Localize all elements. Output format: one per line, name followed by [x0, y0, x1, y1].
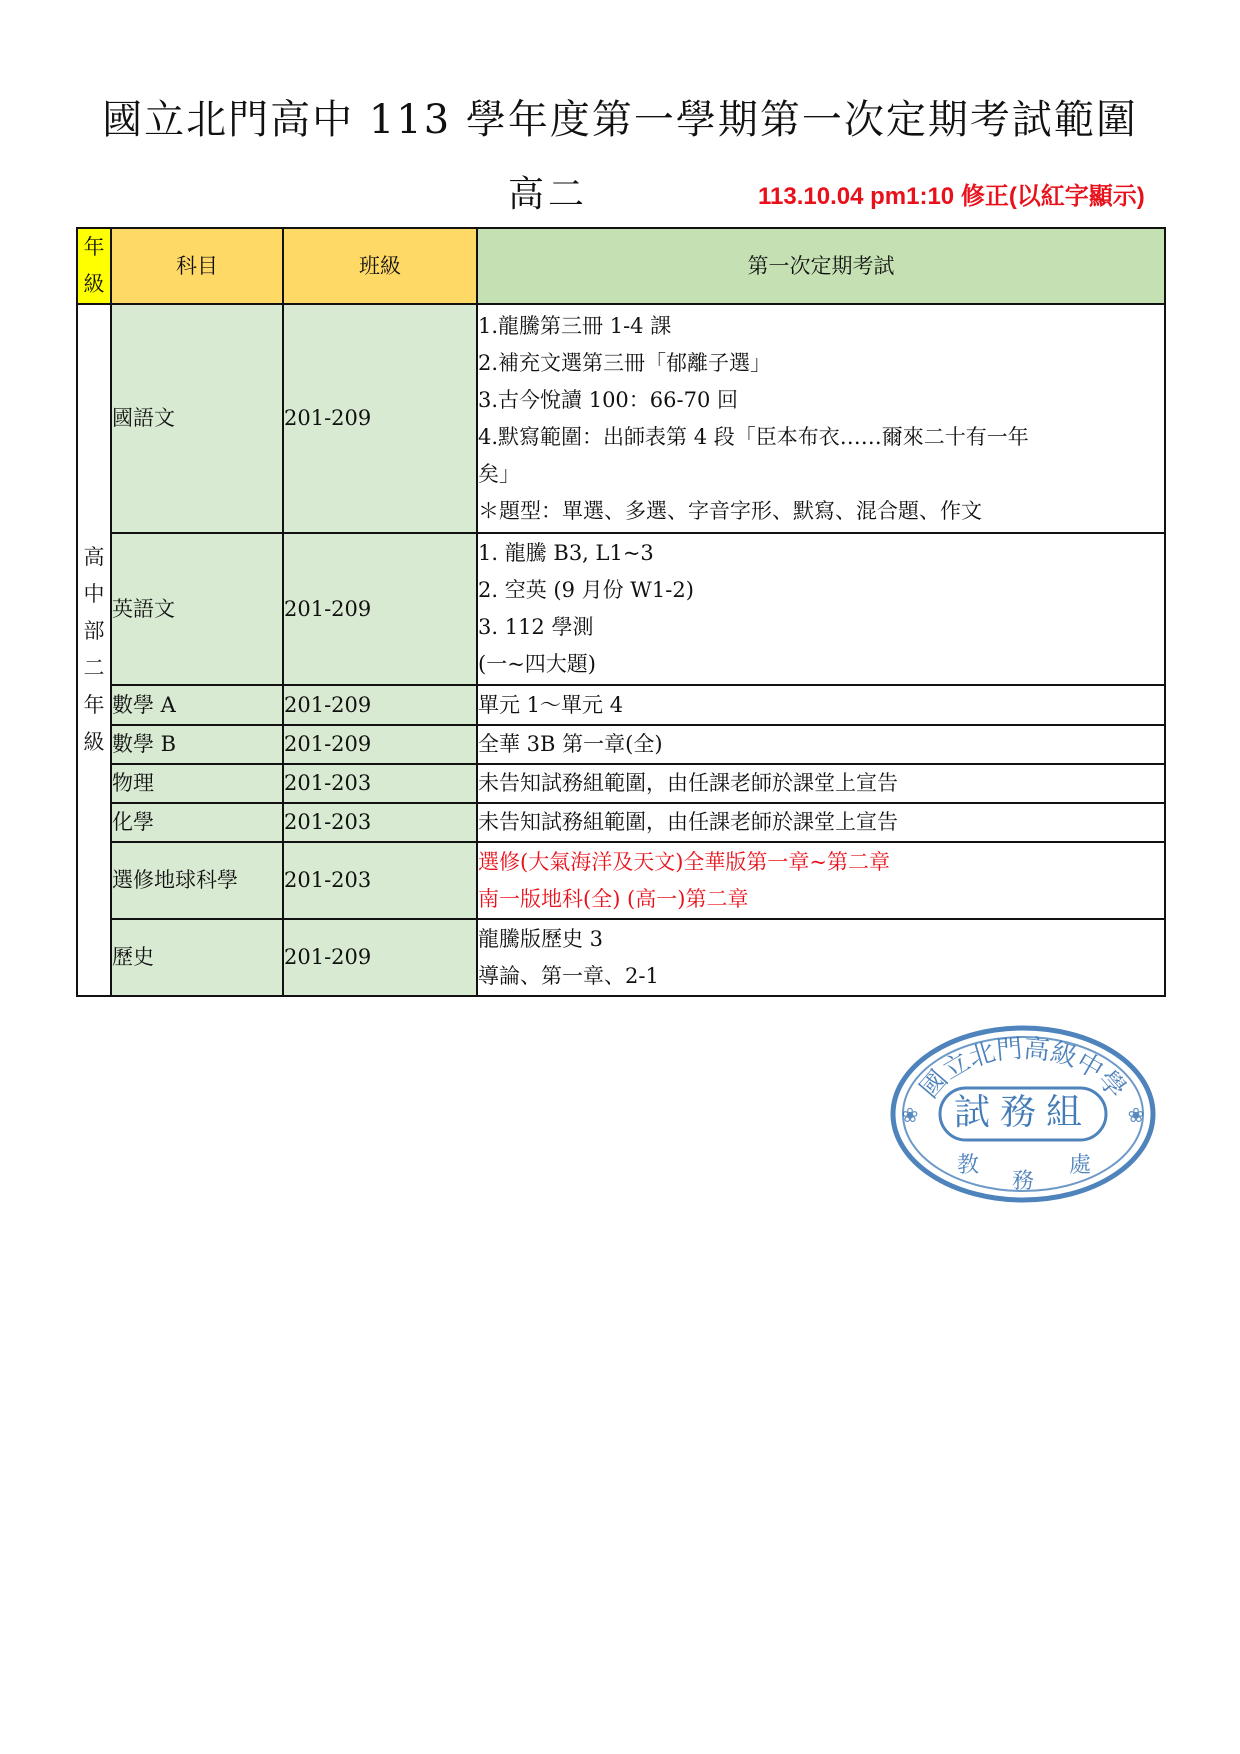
table-row: [77, 533, 1165, 685]
grade-label-char: 二: [83, 656, 105, 680]
table-row: [77, 803, 1165, 842]
grade-subtitle: 高二: [508, 174, 589, 215]
subject-header: 科目: [111, 228, 283, 304]
grade-header: [77, 228, 111, 304]
scope-cell: 單元 1～單元 4: [477, 685, 1165, 725]
scope-line: 矣」: [478, 461, 520, 486]
subject-cell: 物理: [111, 764, 283, 803]
table-row: [77, 842, 1165, 919]
subject-cell: 數學 A: [111, 685, 283, 725]
grade-label: [77, 304, 111, 996]
subject-cell: 數學 B: [111, 725, 283, 764]
class-cell: 201-209: [283, 725, 477, 764]
scope-cell: [477, 919, 1165, 996]
class-cell: 201-209: [283, 685, 477, 725]
scope-cell: 全華 3B 第一章(全): [477, 725, 1165, 764]
scope-line: 2. 空英 (9 月份 W1-2): [478, 578, 694, 602]
grade-label-char: 部: [83, 619, 105, 643]
table-row: [77, 304, 1165, 533]
flower-icon: ❀: [901, 1103, 919, 1127]
grade-header-char: 年: [83, 235, 105, 259]
class-cell: 201-209: [283, 533, 477, 685]
scope-line: 龍騰版歷史 3: [478, 926, 604, 951]
seal-school-text: 國立北門高級中學: [914, 1033, 1132, 1105]
table-row: [77, 764, 1165, 803]
scope-line: 2.補充文選第三冊「郁離子選」: [478, 350, 772, 375]
table-row: [77, 685, 1165, 725]
subject-cell: 國語文: [111, 304, 283, 533]
subject-cell: 化學: [111, 803, 283, 842]
scope-line: (一~四大題): [478, 652, 596, 676]
scope-header: 第一次定期考試: [477, 228, 1165, 304]
table-header-row: [77, 228, 1165, 304]
grade-header-char: 級: [83, 272, 105, 296]
table-row: [77, 919, 1165, 996]
scope-cell: [477, 842, 1165, 919]
scope-line: 4.默寫範圍：出師表第 4 段「臣本布衣……爾來二十有一年: [478, 424, 1029, 449]
revision-note: 113.10.04 pm1:10 修正(以紅字顯示): [758, 183, 1145, 210]
class-cell: 201-209: [283, 919, 477, 996]
grade-label-char: 中: [83, 582, 105, 606]
subject-cell: 英語文: [111, 533, 283, 685]
seal-dept-char: 處: [1068, 1153, 1092, 1178]
flower-icon: ❀: [1127, 1103, 1145, 1127]
scope-cell: [477, 304, 1165, 533]
seal-dept-char: 務: [1011, 1169, 1035, 1194]
scope-line-revised: 南一版地科(全) (高一)第二章: [478, 886, 749, 911]
subject-cell: 歷史: [111, 919, 283, 996]
class-cell: 201-203: [283, 842, 477, 919]
class-cell: 201-209: [283, 304, 477, 533]
scope-line-revised: 選修(大氣海洋及天文)全華版第一章~第二章: [478, 849, 890, 874]
office-seal-stamp: [888, 1022, 1158, 1206]
table-row: [77, 725, 1165, 764]
grade-label-char: 級: [83, 730, 105, 754]
scope-line: 導論、第一章、2-1: [478, 963, 659, 988]
grade-label-char: 高: [83, 545, 105, 569]
page-title: 國立北門高中 113 學年度第一學期第一次定期考試範圍: [102, 97, 1138, 143]
scope-cell: 未告知試務組範圍，由任課老師於課堂上宣告: [477, 803, 1165, 842]
class-header: 班級: [283, 228, 477, 304]
class-cell: 201-203: [283, 764, 477, 803]
grade-label-char: 年: [83, 693, 105, 717]
seal-dept-char: 教: [956, 1153, 980, 1178]
subject-cell: 選修地球科學: [111, 842, 283, 919]
scope-cell: [477, 533, 1165, 685]
scope-cell: 未告知試務組範圍，由任課老師於課堂上宣告: [477, 764, 1165, 803]
seal-office-text: 試務組: [953, 1092, 1093, 1133]
exam-scope-table: [76, 227, 1166, 997]
scope-line: 3. 112 學測: [478, 615, 594, 639]
scope-line: 1.龍騰第三冊 1-4 課: [478, 313, 672, 338]
scope-line: 1. 龍騰 B3, L1~3: [478, 541, 654, 565]
scope-line: ＊題型：單選、多選、字音字形、默寫、混合題、作文: [478, 498, 982, 523]
scope-line: 3.古今悅讀 100：66-70 回: [478, 387, 739, 412]
class-cell: 201-203: [283, 803, 477, 842]
